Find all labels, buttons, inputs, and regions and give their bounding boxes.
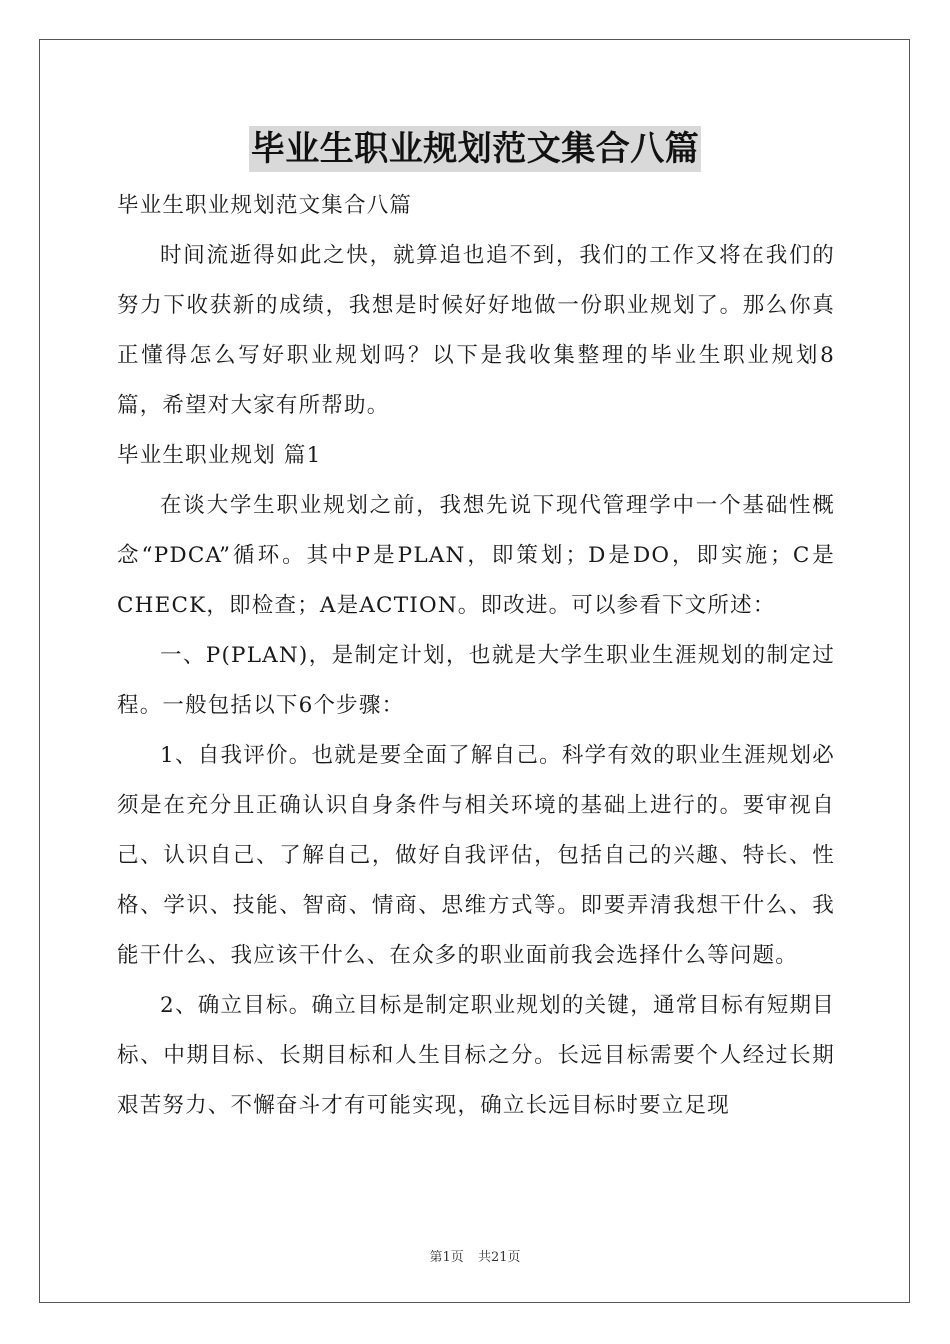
paragraph: 在谈大学生职业规划之前，我想先说下现代管理学中一个基础性概念“PDCA”循环。其中P是PLAN，即策划；D是DO，即实施；C是CHECK，即检查；A是ACTION。即改进。可以参看下文所述： [117, 493, 835, 618]
paragraph: 时间流逝得如此之快，就算追也追不到，我们的工作又将在我们的努力下收获新的成绩，我想是时候好好地做一份职业规划了。那么你真正懂得怎么写好职业规划吗？以下是我收集整理的毕业生职业规划8篇，希望对大家有所帮助。 [117, 243, 835, 418]
paragraph: 1、自我评价。也就是要全面了解自己。科学有效的职业生涯规划必须是在充分且正确认识自身条件与相关环境的基础上进行的。要审视自己、认识自己、了解自己，做好自我评估，包括自己的兴趣、特长、性格、学识、技能、智商、情商、思维方式等。即要弄清我想干什么、我能干什么、我应该干什么、在众多的职业面前我会选择什么等问题。 [117, 743, 835, 968]
page-number: 第1页 [429, 1250, 464, 1265]
page-total: 共21页 [477, 1250, 521, 1265]
paragraph: 毕业生职业规划 篇1 [117, 443, 322, 468]
document-title: 毕业生职业规划范文集合八篇 [249, 126, 702, 172]
paragraph: 2、确立目标。确立目标是制定职业规划的关键，通常目标有短期目标、中期目标、长期目标和人生目标之分。长远目标需要个人经过长期艰苦努力、不懈奋斗才有可能实现，确立长远目标时要立足现 [117, 993, 835, 1118]
document-body [117, 181, 835, 1131]
paragraph: 毕业生职业规划范文集合八篇 [117, 193, 413, 218]
title-container [0, 126, 950, 172]
paragraph: 一、P(PLAN)，是制定计划，也就是大学生职业生涯规划的制定过程。一般包括以下6个步骤： [117, 643, 835, 718]
page-footer [0, 1246, 950, 1265]
